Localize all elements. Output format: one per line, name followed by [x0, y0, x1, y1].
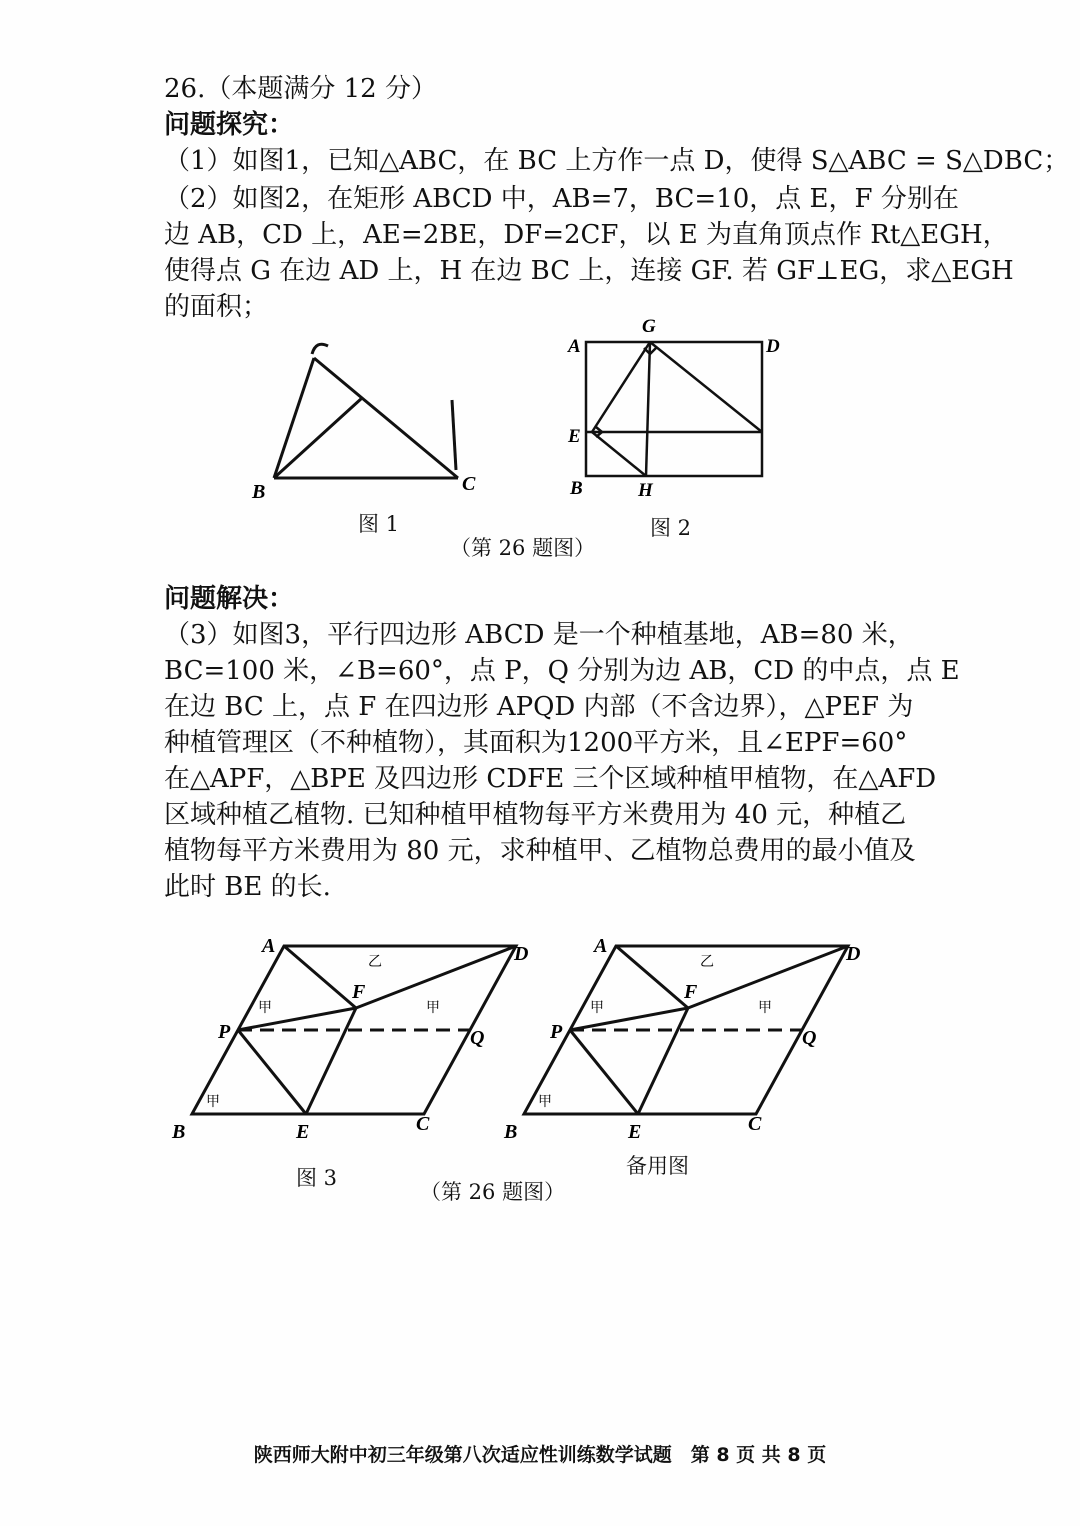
figure-group-caption: （第 26 题图） [450, 536, 596, 560]
label-F: F [684, 981, 698, 1003]
figure-2 [560, 316, 800, 506]
label-A: A [594, 935, 608, 957]
problem-line: BC=100 米，∠B=60°，点 P，Q 分别为边 AB，CD 的中点，点 E [164, 656, 960, 686]
label-E: E [296, 1121, 310, 1143]
label-P: P [550, 1021, 563, 1043]
problem-line: （2）如图2，在矩形 ABCD 中，AB=7，BC=10，点 E，F 分别在 [164, 184, 959, 214]
label-D: D [846, 943, 861, 965]
problem-line: （3）如图3，平行四边形 ABCD 是一个种植基地，AB=80 米， [164, 620, 914, 650]
backup-caption: 备用图 [626, 1154, 689, 1178]
region-jia: 甲 [206, 1094, 220, 1110]
problem-line: 在边 BC 上，点 F 在四边形 APQD 内部（不含边界），△PEF 为 [164, 692, 914, 722]
fig3-caption: 图 3 [296, 1166, 338, 1190]
label-C: C [748, 1113, 762, 1135]
region-yi: 乙 [700, 954, 714, 970]
label-G: G [642, 316, 656, 337]
region-jia: 甲 [590, 1000, 604, 1016]
label-A: A [568, 336, 581, 357]
label-B: B [570, 478, 583, 499]
label-C: C [462, 473, 476, 495]
label-B: B [172, 1121, 186, 1143]
region-jia: 甲 [426, 1000, 440, 1016]
figure-3 [160, 926, 540, 1156]
problem-line: 使得点 G 在边 AD 上，H 在边 BC 上，连接 GF. 若 GF⊥EG，求△EGH [164, 256, 1014, 286]
problem-line: 此时 BE 的长. [164, 872, 331, 902]
label-H: H [638, 480, 653, 501]
fig1-caption: 图 1 [358, 512, 400, 536]
label-F: F [352, 981, 366, 1003]
problem-line: 在△APF，△BPE 及四边形 CDFE 三个区域种植甲植物，在△AFD [164, 764, 937, 794]
label-B: B [504, 1121, 518, 1143]
region-jia: 甲 [538, 1094, 552, 1110]
problem-header: 26.（本题满分 12 分） [164, 74, 437, 104]
label-Q: Q [802, 1027, 817, 1049]
label-E: E [568, 426, 581, 447]
fig2-caption: 图 2 [650, 516, 692, 540]
page-footer: 陕西师大附中初三年级第八次适应性训练数学试题 第 8 页 共 8 页 [253, 1444, 827, 1466]
label-A: A [262, 935, 276, 957]
problem-line: （1）如图1，已知△ABC，在 BC 上方作一点 D，使得 S△ABC = S△DBC； [164, 146, 1070, 176]
problem-line: 区域种植乙植物. 已知种植甲植物每平方米费用为 40 元，种植乙 [164, 800, 907, 830]
problem-line: 种植管理区（不种植物），其面积为1200平方米，且∠EPF=60° [164, 728, 908, 758]
label-Q: Q [470, 1027, 485, 1049]
backup-figure [492, 926, 872, 1156]
problem-line: 边 AB，CD 上，AE=2BE，DF=2CF，以 E 为直角顶点作 Rt△EGH， [164, 220, 1009, 250]
region-jia: 甲 [758, 1000, 772, 1016]
label-D: D [514, 943, 529, 965]
section-title-solve: 问题解决： [164, 584, 295, 614]
region-yi: 乙 [368, 954, 382, 970]
problem-line: 植物每平方米费用为 80 元，求种植甲、乙植物总费用的最小值及 [164, 836, 916, 866]
label-C: C [416, 1113, 430, 1135]
region-jia: 甲 [258, 1000, 272, 1016]
problem-line: 的面积； [164, 292, 269, 322]
section-title-explore: 问题探究： [164, 110, 295, 140]
label-B: B [252, 481, 266, 503]
label-E: E [628, 1121, 642, 1143]
label-D: D [766, 336, 780, 357]
figure-1 [240, 330, 500, 510]
figure-group-caption: （第 26 题图） [420, 1180, 566, 1204]
label-P: P [218, 1021, 231, 1043]
